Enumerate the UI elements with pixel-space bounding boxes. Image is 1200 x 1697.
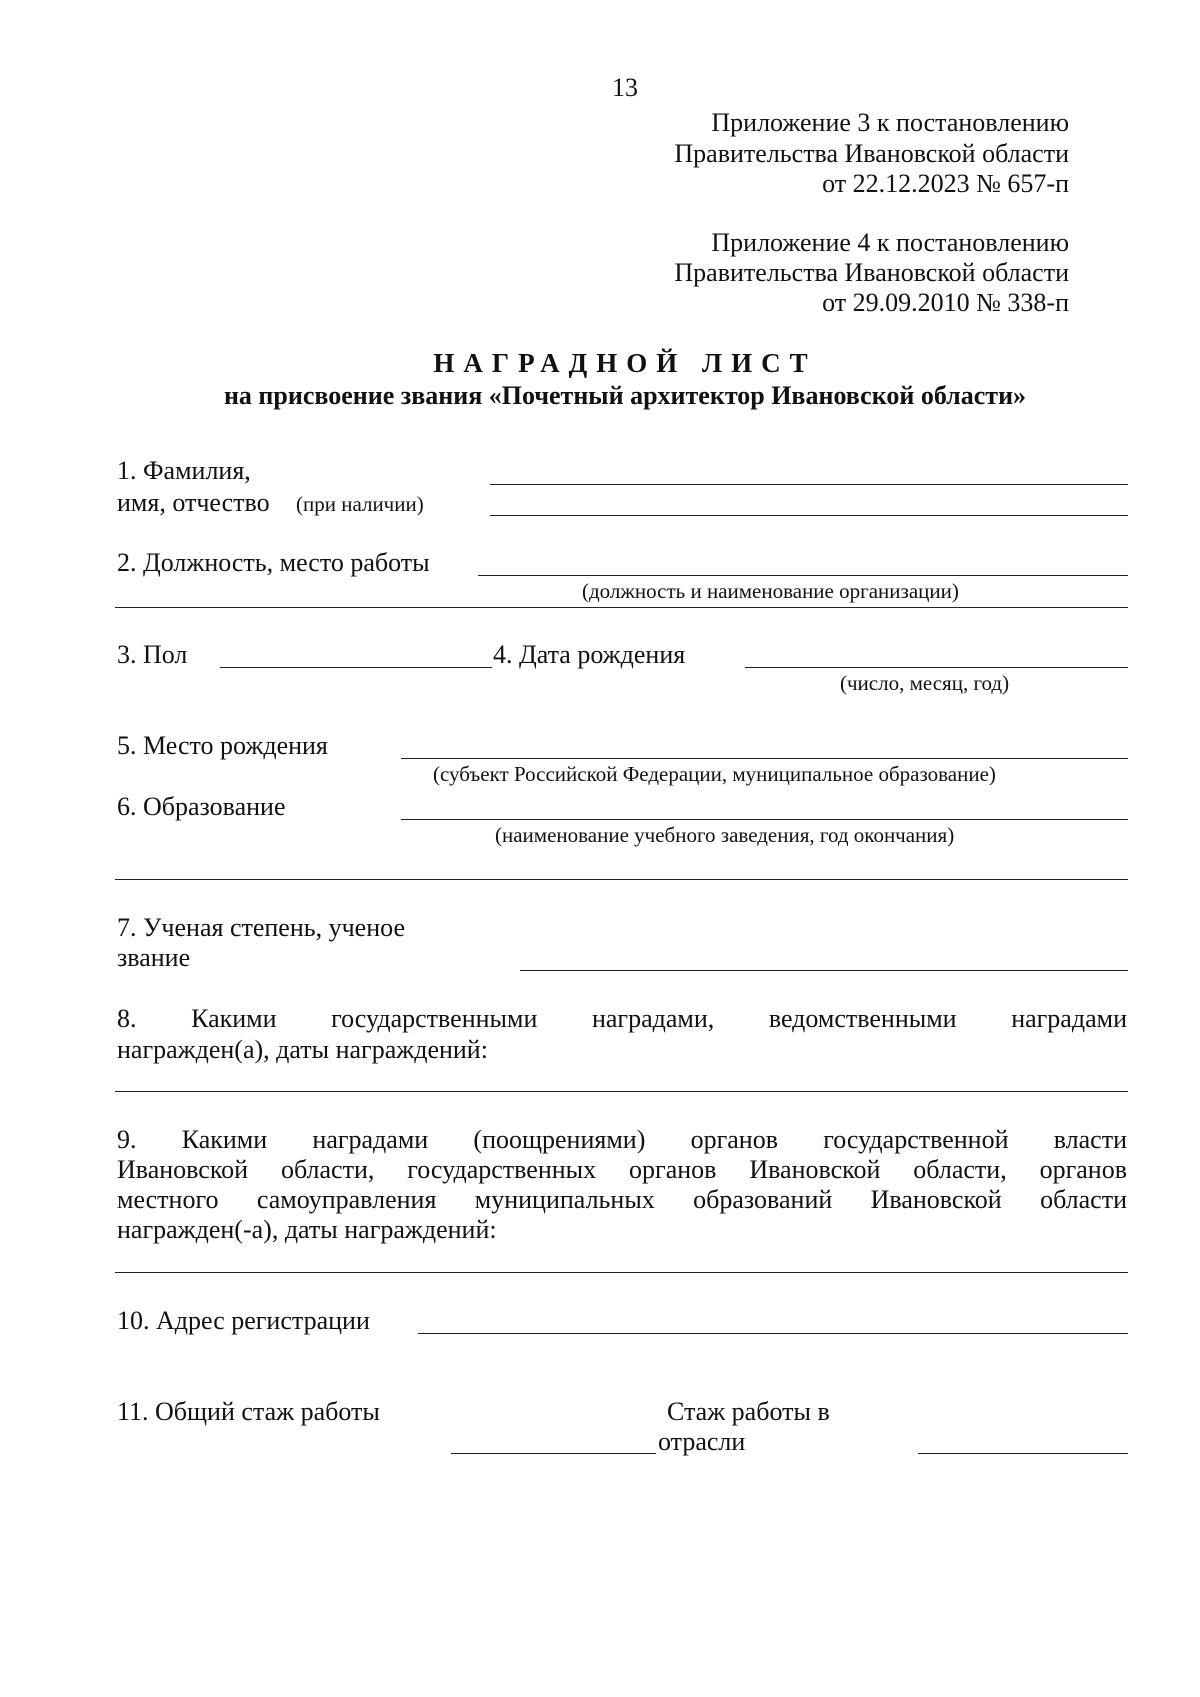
- field-1-label-line-1: 1. Фамилия,: [117, 456, 251, 485]
- document-subtitle: на присвоение звания «Почетный архитектор Ивановской области»: [223, 381, 1027, 410]
- field-1-hint: (при наличии): [296, 492, 424, 516]
- field-9-text-line-1: 9. Какими наградами (поощрениями) органов государственной власти: [117, 1125, 1127, 1154]
- field-5-label: 5. Место рождения: [117, 731, 328, 760]
- field-11-line[interactable]: [451, 1453, 656, 1454]
- field-8-text-line-2: награжден(а), даты награждений:: [117, 1035, 488, 1064]
- field-11b-label-line-1: Стаж работы в: [667, 1397, 830, 1426]
- field-1-line-1[interactable]: [490, 484, 1128, 485]
- field-6-hint: (наименование учебного заведения, год окончания): [495, 823, 955, 847]
- field-9-line[interactable]: [115, 1272, 1128, 1273]
- field-4-line[interactable]: [745, 667, 1128, 668]
- field-10-label: 10. Адрес регистрации: [117, 1306, 370, 1335]
- appendix-2-line-3: от 29.09.2010 № 338-п: [822, 288, 1069, 317]
- field-7-label-line-1: 7. Ученая степень, ученое: [117, 913, 405, 942]
- field-5-hint: (субъект Российской Федерации, муниципальное образование): [433, 762, 996, 786]
- field-9-text-line-3: местного самоуправления муниципальных образований Ивановской области: [117, 1185, 1127, 1214]
- appendix-1-line-2: Правительства Ивановской области: [674, 139, 1069, 168]
- field-3-line[interactable]: [220, 667, 492, 668]
- field-6-line[interactable]: [401, 819, 1128, 820]
- field-5-line[interactable]: [401, 758, 1128, 759]
- appendix-2-line-2: Правительства Ивановской области: [674, 258, 1069, 287]
- field-10-line[interactable]: [418, 1333, 1128, 1334]
- field-2-label: 2. Должность, место работы: [117, 548, 430, 577]
- field-2-line-full[interactable]: [115, 607, 1128, 608]
- field-1-line-2[interactable]: [490, 515, 1128, 516]
- field-4-label: 4. Дата рождения: [493, 640, 686, 669]
- appendix-2-line-1: Приложение 4 к постановлению: [711, 228, 1069, 257]
- field-2-line[interactable]: [478, 575, 1128, 576]
- field-8-line[interactable]: [115, 1091, 1128, 1092]
- document-title: НАГРАДНОЙ ЛИСТ: [433, 348, 817, 378]
- field-2-hint: (должность и наименование организации): [582, 579, 959, 603]
- field-1-label-line-2: имя, отчество: [117, 488, 270, 517]
- field-6-line-full[interactable]: [115, 879, 1128, 880]
- field-7-label-line-2: звание: [117, 943, 191, 972]
- appendix-1-line-1: Приложение 3 к постановлению: [711, 108, 1069, 137]
- field-3-label: 3. Пол: [117, 640, 188, 669]
- field-9-text-line-4: награжден(-а), даты награждений:: [117, 1215, 497, 1244]
- field-6-label: 6. Образование: [117, 792, 286, 821]
- appendix-1-line-3: от 22.12.2023 № 657-п: [822, 169, 1069, 198]
- field-4-hint: (число, месяц, год): [840, 671, 1010, 695]
- page-number: 13: [612, 73, 638, 102]
- field-9-text-line-2: Ивановской области, государственных органов Ивановской области, органов: [117, 1155, 1127, 1184]
- field-11b-line[interactable]: [918, 1453, 1128, 1454]
- field-11b-label-line-2: отрасли: [658, 1427, 746, 1456]
- field-11-label: 11. Общий стаж работы: [117, 1397, 380, 1426]
- field-8-text-line-1: 8. Какими государственными наградами, ведомственными наградами: [117, 1004, 1127, 1033]
- field-7-line[interactable]: [520, 970, 1128, 971]
